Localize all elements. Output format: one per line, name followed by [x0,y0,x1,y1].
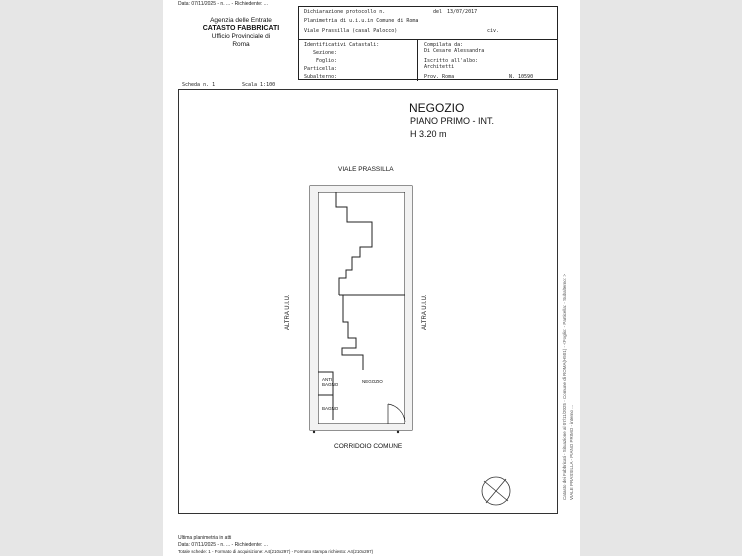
compilata-label: Compilata da: [424,42,464,48]
footer-line3: Totale schede: 1 - Formato di acquisizione: A4(210x297) - Formato stampa richiesto: A4(210x297) [178,549,374,554]
corridor-label: CORRIDOIO COMUNE [334,443,403,450]
plan-height: H 3.20 m [410,129,447,139]
negozio-room-label: NEGOZIO [362,379,383,384]
albo-number: N. 10590 [509,74,534,80]
side-margin-line1: Catasto dei Fabbricati - Situazione al 07/11/2025 - Comune di ROMA(H501) - <Foglio: - Particella: - Subalterno: > [562,273,567,500]
address: Viale Prassilla (casal Palocco) [304,28,398,34]
agency-line4: Roma [232,41,250,48]
door-swing [388,404,405,424]
dichiarazione-label: Dichiarazione protocollo n. [304,9,386,15]
outer-wall [310,186,412,430]
prov-label: Prov. Roma [424,74,455,80]
top-stamp: Data: 07/11/2025 - n. ... - Richiedente: ... [178,1,268,7]
side-margin-line2: VIALE PRASSILLA - PIANO PRIMO - interno ... [569,404,574,500]
subalterno-label: Subalterno: [304,74,338,80]
albo-value: Architetti [424,64,455,70]
street-label: VIALE PRASSILLA [338,166,394,173]
foglio-label: Foglio: [316,58,338,64]
civ-label: civ. [487,28,500,34]
identificativi-label: Identificativi Catastali: [304,42,380,48]
plan-floor: PIANO PRIMO - INT. [410,116,495,126]
corridor-mark-left [313,431,315,433]
footer-line1: Ultima planimetria in atti [178,535,232,541]
dichiarazione-date: 13/07/2017 [447,9,478,15]
iscritto-label: Iscritto all'albo: [424,58,479,64]
particella-label: Particella: [304,66,338,72]
del-label: del [433,9,443,15]
right-neighbor-label: ALTRA U.I.U. [422,294,428,330]
wall-fill [310,186,412,430]
sezione-label: Sezione: [313,50,338,56]
scala: Scala 1:100 [242,82,276,88]
agency-line1: Agenzia delle Entrate [210,17,272,24]
corridor-mark-right [397,431,399,433]
antibagno-label [322,377,338,387]
plan-title: NEGOZIO [409,101,465,115]
antibagno-line1: ANTI [322,377,333,382]
footer-line2: Data: 07/11/2025 - n. ... - Richiedente: ... [178,542,268,548]
planimetria-label: Planimetria di u.i.u.in Comune di Roma [304,18,419,24]
agency-line2: CATASTO FABBRICATI [202,25,280,32]
agency-line3: Ufficio Provinciale di [211,33,271,40]
bagno-label: BAGNO [322,406,339,411]
scheda-number: Scheda n. 1 [182,82,216,88]
north-arrow [482,477,510,505]
compiler-name: Di Cesare Alessandra [424,48,485,54]
inner-wall [318,192,405,424]
left-neighbor-label: ALTRA U.I.U. [285,294,291,330]
antibagno-line2: BAGNO [322,382,339,387]
